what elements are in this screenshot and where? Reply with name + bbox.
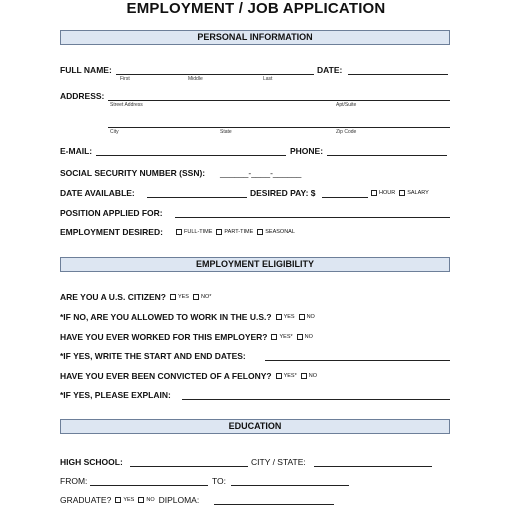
diploma-label: DIPLOMA: [158, 495, 200, 505]
seasonal-checkbox[interactable] [257, 229, 263, 235]
first-name-caption: First [120, 76, 130, 82]
felony-yes-option[interactable] [276, 373, 297, 379]
work-authorization-row [60, 312, 315, 322]
date-field[interactable] [348, 74, 448, 75]
to-field[interactable] [231, 485, 349, 486]
prior-employer-no-label: NO [304, 334, 313, 340]
from-field[interactable] [90, 485, 208, 486]
ssn-label: SOCIAL SECURITY NUMBER (SSN): [60, 168, 206, 178]
graduate-yes-option[interactable] [115, 497, 134, 503]
city-state-zip-field[interactable] [108, 127, 450, 128]
work-auth-yes-option[interactable] [276, 314, 295, 320]
part-time-option[interactable] [216, 229, 253, 235]
street-address-field[interactable] [108, 100, 450, 101]
desired-pay-label: DESIRED PAY: $ [250, 188, 316, 198]
prior-employer-yes-label: YES* [279, 334, 293, 340]
graduate-label: GRADUATE? [60, 495, 112, 505]
phone-label: PHONE: [290, 146, 324, 156]
work-auth-no-checkbox[interactable] [299, 314, 305, 320]
graduate-yes-checkbox[interactable] [115, 497, 121, 503]
zip-code-caption: Zip Code [336, 129, 357, 135]
city-caption: City [110, 129, 119, 135]
ssn-field[interactable]: ______-____-______ [220, 168, 302, 178]
section-header-education: EDUCATION [60, 419, 450, 434]
seasonal-label: SEASONAL [265, 229, 295, 235]
seasonal-option[interactable] [257, 229, 295, 235]
diploma-field[interactable] [214, 504, 334, 505]
last-name-caption: Last [263, 76, 273, 82]
work-auth-yes-checkbox[interactable] [276, 314, 282, 320]
city-state-label: CITY / STATE: [251, 457, 306, 467]
felony-row [60, 371, 317, 381]
felony-yes-label: YES* [283, 373, 297, 379]
felony-question: HAVE YOU EVER BEEN CONVICTED OF A FELONY? [60, 371, 272, 381]
full-time-option[interactable] [176, 229, 212, 235]
graduate-no-option[interactable] [138, 497, 154, 503]
city-state-field[interactable] [314, 466, 432, 467]
citizen-question-row [60, 292, 211, 302]
start-end-dates-label: *IF YES, WRITE THE START AND END DATES: [60, 351, 246, 361]
address-label: ADDRESS: [60, 91, 105, 101]
full-name-field[interactable] [116, 74, 314, 75]
prior-employer-no-option[interactable] [297, 334, 313, 340]
start-end-dates-field[interactable] [265, 360, 450, 361]
salary-label: SALARY [407, 190, 429, 196]
felony-no-checkbox[interactable] [301, 373, 307, 379]
high-school-field[interactable] [130, 466, 248, 467]
prior-employer-row [60, 332, 313, 342]
citizen-question: ARE YOU A U.S. CITIZEN? [60, 292, 166, 302]
graduate-row [60, 495, 199, 505]
phone-field[interactable] [327, 155, 447, 156]
graduate-no-checkbox[interactable] [138, 497, 144, 503]
street-address-caption: Street Address [110, 102, 143, 108]
full-name-label: FULL NAME: [60, 65, 112, 75]
citizen-yes-option[interactable] [170, 294, 189, 300]
part-time-label: PART-TIME [224, 229, 254, 235]
prior-employer-no-checkbox[interactable] [297, 334, 303, 340]
hour-label: HOUR [379, 190, 396, 196]
to-label: TO: [212, 476, 227, 486]
email-label: E-MAIL: [60, 146, 93, 156]
full-time-label: FULL-TIME [184, 229, 213, 235]
date-available-label: DATE AVAILABLE: [60, 188, 135, 198]
citizen-no-label: NO* [200, 294, 212, 300]
prior-employer-question: HAVE YOU EVER WORKED FOR THIS EMPLOYER? [60, 332, 268, 342]
work-auth-no-label: NO [306, 314, 315, 320]
prior-employer-yes-checkbox[interactable] [271, 334, 277, 340]
felony-no-label: NO [308, 373, 317, 379]
work-auth-no-option[interactable] [299, 314, 315, 320]
hour-checkbox[interactable] [371, 190, 377, 196]
citizen-no-option[interactable] [193, 294, 211, 300]
pay-type-options [371, 190, 429, 196]
felony-yes-checkbox[interactable] [276, 373, 282, 379]
explain-label: *IF YES, PLEASE EXPLAIN: [60, 390, 171, 400]
pay-salary-option[interactable] [399, 190, 429, 196]
desired-pay-field[interactable] [322, 197, 368, 198]
graduate-yes-label: YES [123, 497, 135, 503]
position-label: POSITION APPLIED FOR: [60, 208, 163, 218]
salary-checkbox[interactable] [399, 190, 405, 196]
citizen-yes-label: YES [177, 294, 189, 300]
email-field[interactable] [96, 155, 286, 156]
part-time-checkbox[interactable] [216, 229, 222, 235]
citizen-yes-checkbox[interactable] [170, 294, 176, 300]
full-time-checkbox[interactable] [176, 229, 182, 235]
apt-suite-caption: Apt/Suite [336, 102, 357, 108]
section-header-personal: PERSONAL INFORMATION [60, 30, 450, 45]
employment-desired-label: EMPLOYMENT DESIRED: [60, 227, 163, 237]
felony-no-option[interactable] [301, 373, 317, 379]
citizen-no-checkbox[interactable] [193, 294, 199, 300]
high-school-label: HIGH SCHOOL: [60, 457, 123, 467]
explain-field[interactable] [182, 399, 450, 400]
work-authorization-question: *IF NO, ARE YOU ALLOWED TO WORK IN THE U.S.? [60, 312, 272, 322]
from-label: FROM: [60, 476, 88, 486]
section-header-eligibility: EMPLOYMENT ELIGIBILITY [60, 257, 450, 272]
middle-name-caption: Middle [188, 76, 203, 82]
work-auth-yes-label: YES [283, 314, 295, 320]
position-field[interactable] [175, 217, 450, 218]
date-label: DATE: [317, 65, 343, 75]
page-title: EMPLOYMENT / JOB APPLICATION [126, 0, 386, 17]
pay-hour-option[interactable] [371, 190, 395, 196]
prior-employer-yes-option[interactable] [271, 334, 292, 340]
state-caption: State [220, 129, 232, 135]
employment-type-options [176, 229, 295, 235]
graduate-no-label: NO [146, 497, 155, 503]
date-available-field[interactable] [147, 197, 247, 198]
